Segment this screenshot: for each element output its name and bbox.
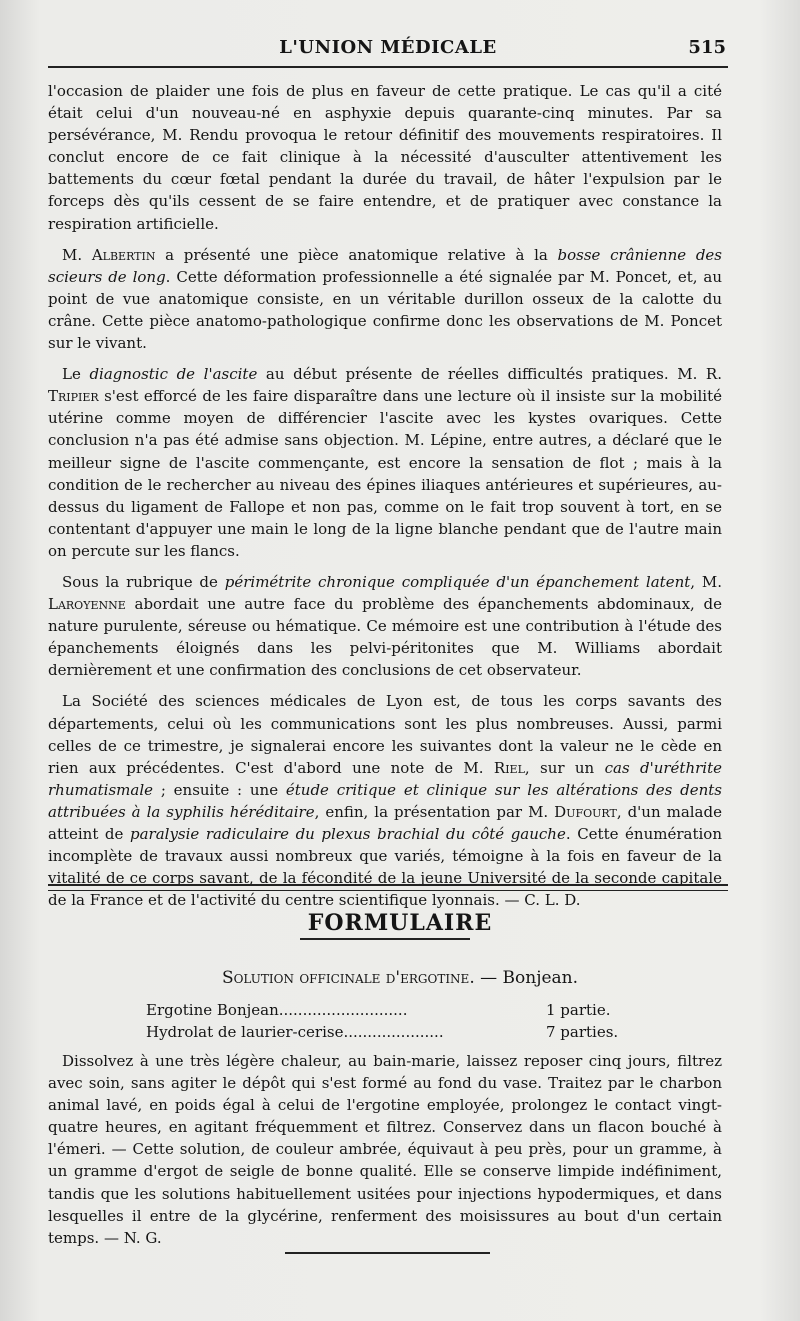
p2-italic: bosse crânienne des scieurs de long: [48, 245, 722, 286]
ingredient-list: [146, 999, 626, 1043]
p2-text-b: . Cette déformation professionnelle a été signalée par M. Poncet, et, au point de vue anatomique consiste, en un véritable durillon osseux de la calotte du crâne. Cette pièce anatomo-pathologique confirme donc les observations de M. Poncet sur le vivant.: [48, 267, 722, 353]
formula-title: [0, 968, 800, 988]
formula-title-sc: Solution officinale d'ergotine.: [221, 968, 475, 988]
ingredient-name-wrap: [146, 1021, 444, 1043]
article-body: [48, 80, 722, 920]
author-riel: Riel: [493, 758, 525, 777]
ingredient-quantity: 1 partie.: [546, 1001, 611, 1019]
p2-text-a: a présenté une pièce anatomique relative à la: [155, 245, 558, 264]
ingredient-row: [146, 999, 626, 1021]
paragraph-5: [48, 690, 722, 911]
page-header: [48, 32, 728, 62]
paragraph-1: l'occasion de plaider une fois de plus en faveur de cette pratique. Le cas qu'il a cité était celui d'un nouveau-né en asphyxie depuis quarante-cinq minutes. Par sa persévérance, M. Rendu provoqua le retour définitif des mouvements respiratoires. Il conclut encore de ce fait clinique à la nécessité d'ausculter attentivement les battements du cœur fœtal pendant la durée du travail, de hâter l'expulsion par le forceps dès qu'ils cessent de se faire entendre, et de pratiquer avec constance la respiration artificielle.: [48, 82, 722, 233]
p3-italic: diagnostic de l'ascite: [89, 365, 258, 384]
author-laroyenne: Laroyenne: [48, 595, 126, 614]
author-albertin: Albertin: [91, 245, 156, 264]
p5-text-d: , enfin, la présentation par M.: [314, 802, 555, 821]
p5-text-b: , sur un: [524, 758, 605, 777]
author-dufourt: Dufourt: [554, 802, 617, 821]
p5-text-f: . Cette énumération incomplète de travaux aussi nombreux que variés, témoigne à la fois en faveur de la vitalité de ce corps savant, de la fécondité de la jeune Université de la seconde capitale de la France et de l'activité du centre scientifique lyonnais. — C. L. D.: [48, 825, 722, 910]
p2-prefix: M.: [62, 245, 92, 264]
ingredient-leader: .....................: [343, 1023, 444, 1041]
p4-italic: périmétrite chronique compliquée d'un épanchement latent: [224, 572, 691, 591]
paragraph-3: [48, 363, 722, 562]
formula-instructions: [48, 1050, 722, 1249]
p5-italic-2: étude critique et clinique sur les altérations des dents attribuées à la syphilis héréditaire: [48, 780, 722, 821]
p3-text-a: Le: [62, 365, 90, 384]
p5-text-e: , d'un malade atteint de: [48, 802, 722, 843]
ingredient-name: Hydrolat de laurier-cerise: [146, 1023, 344, 1041]
ingredient-quantity: 7 parties.: [546, 1023, 619, 1041]
p4-text-a: Sous la rubrique de: [62, 572, 225, 591]
p5-italic-3: paralysie radiculaire du plexus brachial du côté gauche: [129, 825, 566, 843]
author-tripier: Tripier: [48, 387, 99, 406]
section-divider: [48, 884, 728, 891]
ingredient-name: Ergotine Bonjean: [146, 1001, 279, 1019]
p3-text-b: au début présente de réelles difficultés pratiques. M. R.: [257, 365, 722, 384]
formula-title-rest: — Bonjean.: [474, 968, 579, 988]
p5-text-c: ; ensuite : une: [153, 780, 286, 799]
p5-italic-1: cas d'uréthrite rhumatismale: [48, 758, 722, 799]
paragraph-4: [48, 571, 722, 681]
p4-text-c: abordait une autre face du problème des épanchements abdominaux, de nature purulente, séreuse ou hématique. Ce mémoire est une contribution à l'étude des épanchements éloignés dans les pelvi-péritonites que M. Williams abordait dernièrement et une confirmation des conclusions de cet observateur.: [48, 595, 722, 680]
ingredient-leader: ...........................: [278, 1001, 408, 1019]
header-rule: [48, 66, 728, 68]
ingredient-name-wrap: [146, 999, 407, 1021]
section-title-underline: [300, 938, 470, 940]
p3-text-c: s'est efforcé de les faire disparaître dans une lecture où il insiste sur la mobilité utérine comme moyen de différencier l'ascite avec les kystes ovariques. Cette conclusion n'a pas été admise sans objection. M. Lépine, entre autres, a déclaré que le meilleur signe de l'ascite commençante, est encore la sensation de flot ; mais à la condition de le rechercher au niveau des épines iliaques antérieures et supérieures, au-dessus du ligament de Fallope et non pas, comme on le fait trop souvent à tort, en se contentant d'appuyer une main le long de la ligne blanche pendant que de l'autre main on percute sur les flancs.: [48, 387, 722, 560]
p5-text-a: La Société des sciences médicales de Lyon est, de tous les corps savants des départements, celui où les communications sont les plus nombreuses. Aussi, parmi celles de ce trimestre, je signalerai encore les suivantes dont la valeur ne le cède en rien aux précédentes. C'est d'abord une note de M.: [48, 692, 722, 777]
page-number: 515: [688, 36, 726, 58]
formula-paragraph: Dissolvez à une très légère chaleur, au bain-marie, laissez reposer cinq jours, filtrez avec soin, sans agiter le dépôt qui s'est formé au fond du vase. Traitez par le charbon animal lavé, en poids égal à celui de l'ergotine employée, prolongez le contact vingt-quatre heures, en agitant fréquemment et filtrez. Conservez dans un flacon bouché à l'émeri. — Cette solution, de couleur ambrée, équivaut à peu près, pour un gramme, à un gramme d'ergot de seigle de bonne qualité. Elle se conserve limpide indéfiniment, tandis que les solutions habituellement usitées pour injections hypodermiques, et dans lesquelles il entre de la glycérine, renferment des moisissures au bout d'un certain temps. — N. G.: [48, 1052, 722, 1247]
p4-text-b: , M.: [690, 572, 722, 591]
paragraph-2: [48, 244, 722, 354]
footer-rule: [285, 1252, 490, 1254]
ingredient-row: [146, 1021, 626, 1043]
section-title: FORMULAIRE: [307, 910, 493, 936]
running-title: L'UNION MÉDICALE: [279, 36, 497, 58]
